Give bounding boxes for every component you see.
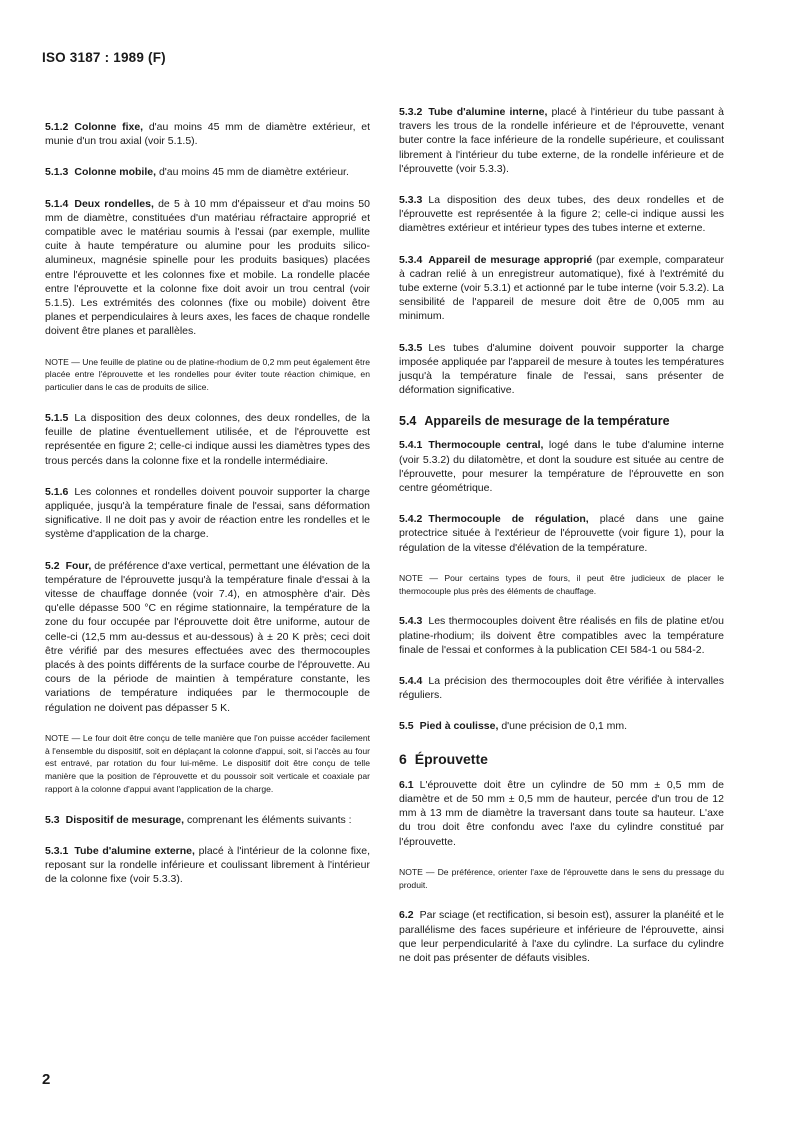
heading-title: Éprouvette xyxy=(414,750,488,767)
clause-text: placé dans une gaine protectrice située à l'extérieur de l'éprouvette (voir figure 1), pour la régulation de la vitesse d'élévation de la température. xyxy=(399,513,724,554)
clause-text: d'une précision de 0,1 mm. xyxy=(501,720,628,733)
clause-text: d'au moins 45 mm de diamètre extérieur, et munie d'un trou axial (voir 5.1.5). xyxy=(45,121,370,148)
clause-number: 5.1.5 xyxy=(45,412,69,425)
clause-text: Les tubes d'alumine doivent pouvoir supporter la charge imposée appliquée par l'appareil de mesure à toutes les températures jusqu'à la température finale de l'essai, sans présenter de déformation significative. xyxy=(399,341,724,397)
clause-text: comprenant les éléments suivants : xyxy=(186,813,352,826)
clause-5-5 xyxy=(399,719,724,733)
clause-number: 5.3.1 xyxy=(45,845,69,858)
clause-text: placé à l'intérieur du tube passant à travers les trous de la rondelle inférieure et de l'éprouvette, venant buter contre la face inférieure de la rondelle supérieure, et coulissant librement à l'intérieur du tube externe, de la rondelle inférieure et de l'éprouvette (voir 5.3.3). xyxy=(399,106,725,175)
subsection-heading-5-4 xyxy=(399,414,724,428)
right-column xyxy=(399,105,724,982)
clause-number: 5.3.4 xyxy=(399,253,423,266)
clause-5-4-1 xyxy=(399,438,724,495)
clause-text: de préférence d'axe vertical, permettant une élévation de la température de l'éprouvette jusqu'à la température finale d'essai à la vitesse de chauffage donnée (voir 7.4), en atmosphère d'air. Dès qu'elle dépasse 500 °C en régime stationnaire, la température de la zone du four occupée par l'éprouvette doit être uniforme, autour de celle-ci (12,5 mm au-dessus et au-dessous) à ± 20 K près; ceci doit être vérifié par des mesures effectuées avec des thermocouples placés à des points différents de la surface courbe de l'éprouvette. Au cours de la période de maintien à température constante, les variations de température indiquées par le thermocouple de régulation ne doivent pas dépasser 5 K. xyxy=(45,559,370,714)
clause-title: Deux rondelles, xyxy=(74,197,154,210)
heading-number: 5.4 xyxy=(399,414,417,429)
clause-5-1-3 xyxy=(45,165,370,179)
clause-5-3-2 xyxy=(399,105,724,176)
clause-text: La disposition des deux colonnes, des deux rondelles, de la feuille de platine éventuellement utilisée, et de l'éprouvette est représentée en figure 2; celle-ci indique aussi les diamètres types des trous percés dans la colonne fixe et la rondelle intermédiaire. xyxy=(45,412,370,467)
note-furnace-design: NOTE — Le four doit être conçu de telle manière que l'on puisse accéder facilement à l'ensemble du dispositif, soit en déplaçant la colonne d'appui, soit, si l'accès au four est entravé, par rotation du four lui-même. Le dispositif doit être conçu de telle manière que la position de l'éprouvette et du poussoir soit verticale et coaxiale par rapport à la colonne d'appui avant l'application de la charge. xyxy=(45,732,370,795)
clause-number: 5.4.4 xyxy=(399,675,423,688)
clause-6-2 xyxy=(399,908,724,965)
clause-number: 5.1.6 xyxy=(45,485,69,498)
clause-title: Tube d'alumine externe, xyxy=(74,845,195,858)
clause-title: Thermocouple central, xyxy=(428,439,544,452)
clause-number: 5.1.3 xyxy=(45,166,69,179)
clause-text: placé à l'intérieur de la colonne fixe, reposant sur la rondelle inférieure et coulissant librement à l'intérieur de la colonne fixe (voir 5.3.3). xyxy=(45,845,371,886)
clause-text: de 5 à 10 mm d'épaisseur et d'au moins 50 mm de diamètre, constituées d'un matériau réfractaire approprié et compatible avec le matériau soumis à l'essai (par exemple, mullite cuite à haute température ou alumine pour les produits silico-alumineux, magnésie spinelle pour les produits basiques) placées entre l'éprouvette et les colonnes fixe et mobile. La rondelle placée entre l'éprouvette et la colonne fixe doit avoir un trou central (voir 5.1.5). Les extrémités des colonnes (fixe ou mobile) doivent être planes et perpendiculaires à leurs axes, les faces de chaque rondelle doivent être planes et parallèles. xyxy=(45,197,370,338)
clause-text: La précision des thermocouples doit être vérifiée à intervalles réguliers. xyxy=(399,675,724,702)
clause-text: d'au moins 45 mm de diamètre extérieur. xyxy=(158,166,349,179)
clause-text: logé dans le tube d'alumine interne (voir 5.3.2) du dilatomètre, et dont la soudure est située au centre de l'éprouvette, pour mesurer la température de l'éprouvette en son centre géométrique. xyxy=(399,439,725,495)
clause-6-1 xyxy=(399,778,724,849)
clause-5-4-2 xyxy=(399,512,724,555)
clause-text: Les colonnes et rondelles doivent pouvoir supporter la charge appliquée, jusqu'à la température finale de l'essai, sans déformation significative. Il ne doit pas y avoir de réaction entre les rondelles et le système d'application de la charge. xyxy=(45,485,370,541)
note-platinum-sheet: NOTE — Une feuille de platine ou de platine-rhodium de 0,2 mm peut également être placée entre l'éprouvette et les rondelles pour éviter toute réaction chimique, en particulier dans le cas de produits de silice. xyxy=(45,356,370,393)
clause-title: Four, xyxy=(65,559,92,572)
clause-5-4-3 xyxy=(399,614,724,657)
clause-text: Par sciage (et rectification, si besoin est), assurer la planéité et le parallélisme des faces supérieure et inférieure de l'éprouvette, ainsi que leur perpendicularité à l'axe du cylindre. La surface du cylindre ne doit pas présenter de défauts visibles. xyxy=(399,909,724,964)
clause-title: Colonne fixe, xyxy=(74,121,144,133)
clause-5-4-4 xyxy=(399,674,724,702)
heading-title: Appareils de mesurage de la température xyxy=(424,414,670,429)
document-header: ISO 3187 : 1989 (F) xyxy=(42,50,166,65)
clause-5-2 xyxy=(45,559,370,715)
section-heading-6 xyxy=(399,751,724,767)
clause-5-1-5 xyxy=(45,411,370,468)
clause-title: Thermocouple de régulation, xyxy=(428,513,589,526)
clause-number: 5.3.3 xyxy=(399,194,423,207)
clause-title: Colonne mobile, xyxy=(74,166,157,179)
clause-5-3-3 xyxy=(399,193,724,236)
clause-title: Dispositif de mesurage, xyxy=(65,813,185,826)
clause-text: L'éprouvette doit être un cylindre de 50 mm ± 0,5 mm de diamètre et de 50 mm ± 0,5 mm de hauteur, percée d'un trou de 12 mm à 13 mm de diamètre la traversant dans toute sa hauteur. L'axe du trou doit être confondu avec l'axe du cylindre constitué par l'éprouvette. xyxy=(399,778,724,848)
clause-number: 5.3.5 xyxy=(399,341,423,354)
clause-number: 5.3 xyxy=(45,813,60,826)
clause-5-3-4 xyxy=(399,253,724,324)
clause-number: 5.4.1 xyxy=(399,439,423,452)
clause-5-3-1 xyxy=(45,844,370,887)
left-column xyxy=(45,120,370,904)
page-number: 2 xyxy=(42,1071,51,1088)
clause-5-3-5 xyxy=(399,341,724,398)
clause-number: 6.2 xyxy=(399,909,414,922)
clause-title: Tube d'alumine interne, xyxy=(428,106,548,118)
note-specimen-axis: NOTE — De préférence, orienter l'axe de l'éprouvette dans le sens du pressage du produit. xyxy=(399,866,724,890)
clause-number: 5.3.2 xyxy=(399,106,423,118)
clause-number: 6.1 xyxy=(399,778,414,791)
clause-text: La disposition des deux tubes, des deux rondelles et de l'éprouvette est représentée à la figure 2; celle-ci indique aussi les diamètres extérieur et intérieur types des tubes interne et externe. xyxy=(399,194,724,235)
clause-number: 5.4.3 xyxy=(399,615,423,628)
clause-number: 5.1.4 xyxy=(45,197,69,210)
clause-number: 5.4.2 xyxy=(399,513,423,526)
clause-number: 5.5 xyxy=(399,720,414,733)
clause-number: 5.1.2 xyxy=(45,121,69,133)
heading-number: 6 xyxy=(399,750,407,767)
clause-title: Appareil de mesurage approprié xyxy=(428,253,593,266)
clause-text: (par exemple, comparateur à cadran relié à un enregistreur automatique), fixé à l'extrémité du tube externe (voir 5.3.1) et actionné par le tube interne (voir 5.3.2). La sensibilité de l'appareil de mesure doit être de 0,005 mm au minimum. xyxy=(399,253,724,323)
clause-5-1-4 xyxy=(45,197,370,339)
note-thermocouple-placement: NOTE — Pour certains types de fours, il peut être judicieux de placer le thermocouple plus près des éléments de chauffage. xyxy=(399,572,724,596)
clause-5-1-2 xyxy=(45,120,370,148)
clause-text: Les thermocouples doivent être réalisés en fils de platine et/ou platine-rhodium; ils doivent être compatibles avec la température finale de l'essai et conformes à la publication CEI 584-1 ou 584-2. xyxy=(399,615,724,656)
clause-5-1-6 xyxy=(45,485,370,542)
clause-number: 5.2 xyxy=(45,559,60,572)
clause-title: Pied à coulisse, xyxy=(419,720,499,733)
clause-5-3 xyxy=(45,813,370,827)
